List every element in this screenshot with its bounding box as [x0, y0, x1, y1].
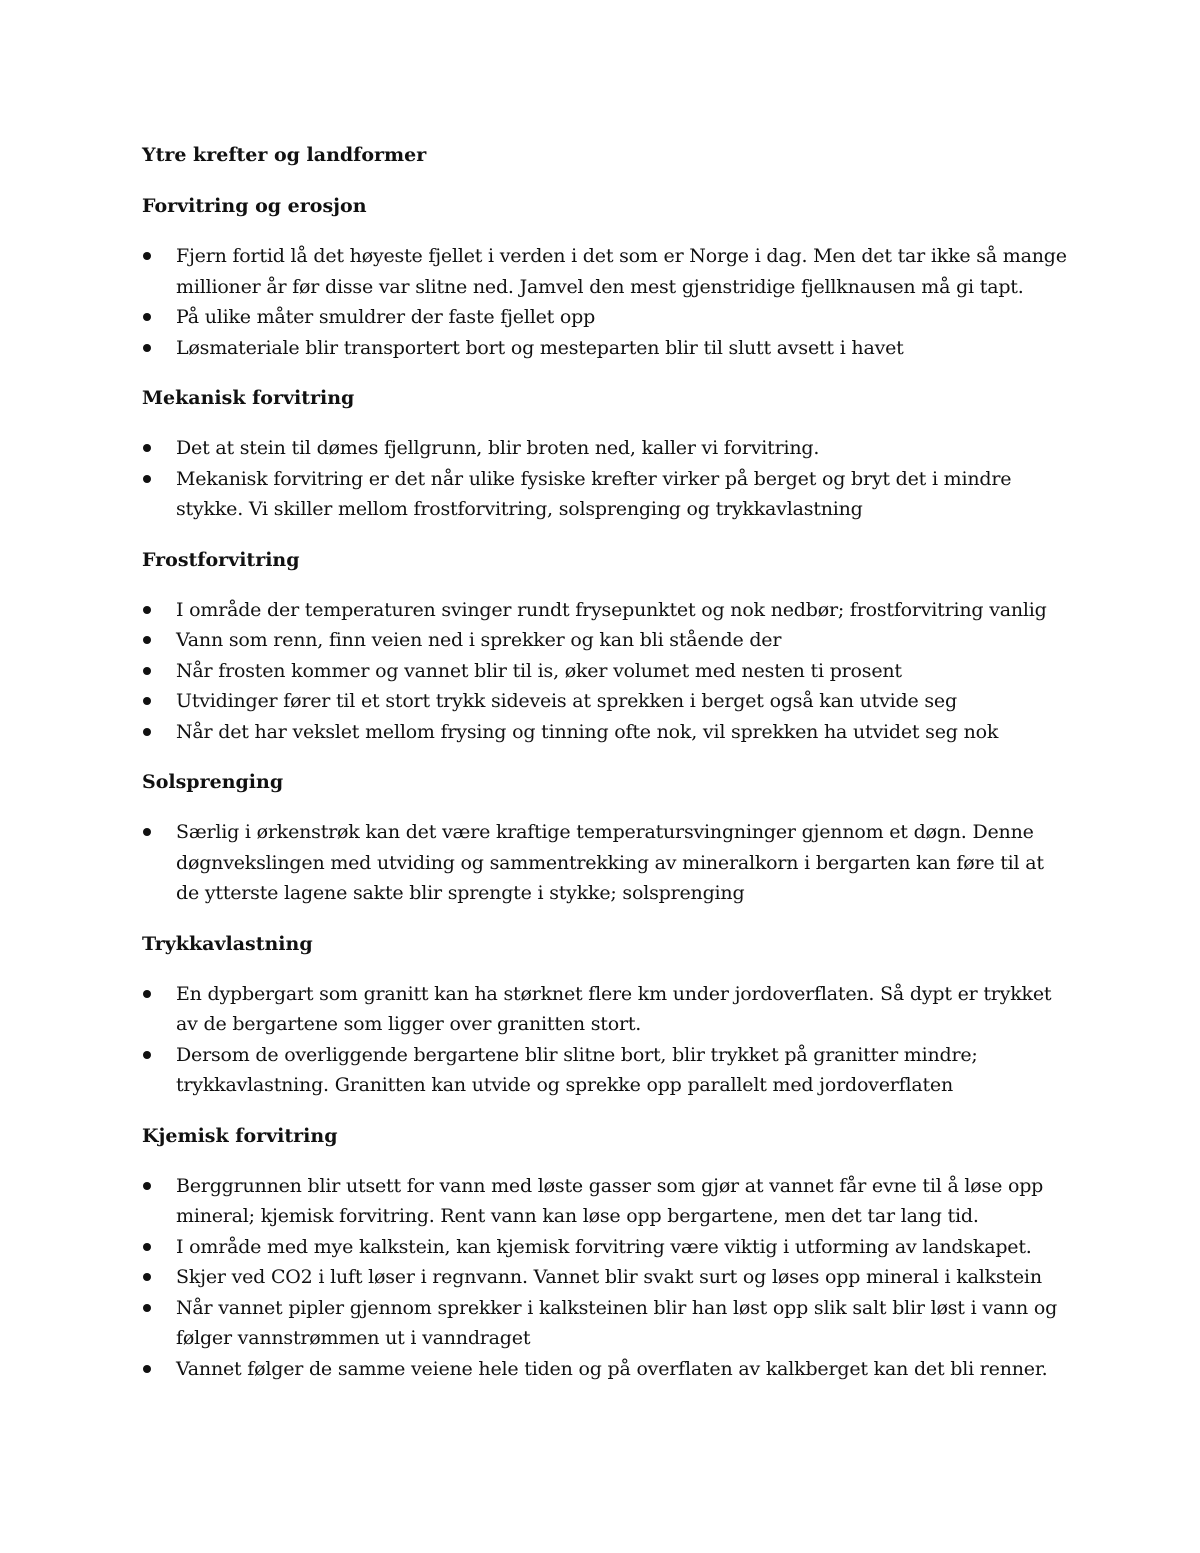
- bullet-item: Særlig i ørkenstrøk kan det være kraftige temperatursvingninger gjennom et døgn. Denne døgnvekslingen med utviding og sammentrekking av mineralkorn i bergarten kan føre til at de ytterste lagene sakte blir sprengte i stykke; solsprenging: [142, 817, 1072, 909]
- document-body: [142, 191, 1072, 1384]
- section-heading: Solsprenging: [142, 771, 284, 793]
- section-heading: Kjemisk forvitring: [142, 1124, 338, 1147]
- bullet-item: Utvidinger fører til et stort trykk sideveis at sprekken i berget også kan utvide seg: [142, 686, 1072, 717]
- bullet-list: [142, 241, 1072, 363]
- bullet-item: Dersom de overliggende bergartene blir slitne bort, blir trykket på granitter mindre; trykkavlastning. Granitten kan utvide og sprekke opp parallelt med jordoverflaten: [142, 1040, 1072, 1101]
- section-heading: Trykkavlastning: [142, 932, 313, 955]
- bullet-item: Løsmateriale blir transportert bort og mesteparten blir til slutt avsett i havet: [142, 333, 1072, 364]
- bullet-list: [142, 433, 1072, 525]
- section-heading: Frostforvitring: [142, 548, 300, 571]
- section: [142, 191, 1072, 363]
- section: [142, 545, 1072, 748]
- bullet-item: Fjern fortid lå det høyeste fjellet i verden i det som er Norge i dag. Men det tar ikke så mange millioner år før disse var slitne ned. Jamvel den mest gjenstridige fjellknausen må gi tapt.: [142, 241, 1072, 302]
- bullet-list: [142, 817, 1072, 909]
- bullet-item: På ulike måter smuldrer der faste fjellet opp: [142, 302, 1072, 333]
- document-title: Ytre krefter og landformer: [142, 144, 427, 166]
- bullet-item: Vann som renn, finn veien ned i sprekker og kan bli stående der: [142, 625, 1072, 656]
- bullet-list: [142, 979, 1072, 1101]
- section: [142, 767, 1072, 909]
- section: [142, 929, 1072, 1101]
- bullet-item: Når vannet pipler gjennom sprekker i kalksteinen blir han løst opp slik salt blir løst i vann og følger vannstrømmen ut i vanndraget: [142, 1293, 1072, 1354]
- section-heading: Mekanisk forvitring: [142, 387, 355, 409]
- section-heading: Forvitring og erosjon: [142, 195, 367, 217]
- bullet-item: Berggrunnen blir utsett for vann med løste gasser som gjør at vannet får evne til å løse opp mineral; kjemisk forvitring. Rent vann kan løse opp bergartene, men det tar lang tid.: [142, 1171, 1072, 1232]
- section: [142, 1121, 1072, 1385]
- bullet-item: Når det har vekslet mellom frysing og tinning ofte nok, vil sprekken ha utvidet seg nok: [142, 717, 1072, 748]
- bullet-item: I område med mye kalkstein, kan kjemisk forvitring være viktig i utforming av landskapet.: [142, 1232, 1072, 1263]
- bullet-item: I område der temperaturen svinger rundt frysepunktet og nok nedbør; frostforvitring vanlig: [142, 595, 1072, 626]
- bullet-list: [142, 595, 1072, 748]
- bullet-item: En dypbergart som granitt kan ha størknet flere km under jordoverflaten. Så dypt er trykket av de bergartene som ligger over granitten stort.: [142, 979, 1072, 1040]
- bullet-item: Det at stein til dømes fjellgrunn, blir broten ned, kaller vi forvitring.: [142, 433, 1072, 464]
- bullet-item: Mekanisk forvitring er det når ulike fysiske krefter virker på berget og bryt det i mindre stykke. Vi skiller mellom frostforvitring, solsprenging og trykkavlastning: [142, 464, 1072, 525]
- bullet-list: [142, 1171, 1072, 1385]
- section: [142, 383, 1072, 525]
- bullet-item: Skjer ved CO2 i luft løser i regnvann. Vannet blir svakt surt og løses opp mineral i kalkstein: [142, 1262, 1072, 1293]
- bullet-item: Vannet følger de samme veiene hele tiden og på overflaten av kalkberget kan det bli renner.: [142, 1354, 1072, 1385]
- bullet-item: Når frosten kommer og vannet blir til is, øker volumet med nesten ti prosent: [142, 656, 1072, 687]
- document-page: [142, 140, 1072, 1404]
